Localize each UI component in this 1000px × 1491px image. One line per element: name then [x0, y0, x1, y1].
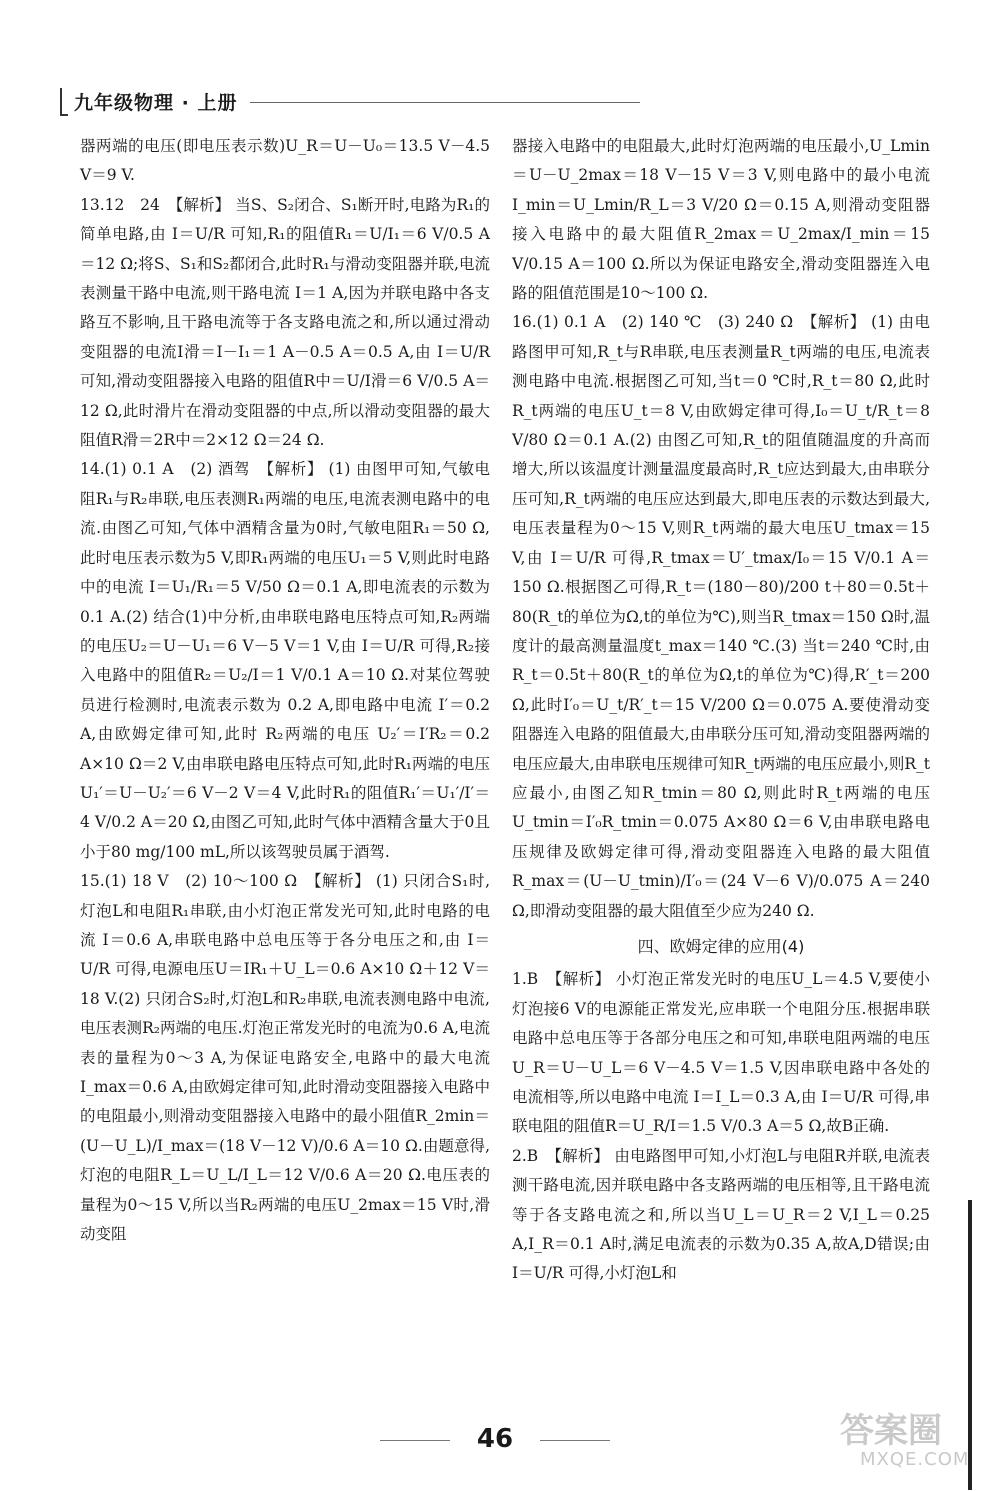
answer-16: 16.(1) 0.1 A (2) 140 ℃ (3) 240 Ω 【解析】 (1) 由电路图甲可知,R_t与R串联,电压表测量R_t两端的电压,电流表测电路中电流.根据图乙可知,当t＝0 ℃时,R_t＝80 Ω,此时R_t两端的电压U_t＝8 V,由欧姆定律可得,I₀＝U_t/R_t＝8 V/80 Ω＝0.1 A.(2) 由图乙可知,R_t的阻值随温度的升高而增大,所以该温度计测量温度最高时,R_t应达到最大,由串联分压可知,R_t两端的电压应达到最大,即电压表的示数达到最大,电压表量程为0～15 V,则R_t两端的最大电压U_tmax＝15 V,由 I＝U/R 可得,R_tmax＝U′_tmax/I₀＝15 V/0.1 A＝150 Ω.根据图乙可得,R_t＝(180－80)/200 t＋80＝0.5t＋80(R_t的单位为Ω,t的单位为℃),则当R_tmax＝150 Ω时,温度计的最高测量温度t_max＝140 ℃.(3) 当t＝240 ℃时,由R_t＝0.5t＋80(R_t的单位为Ω,t的单位为℃)得,R′_t＝200 Ω,此时I′₀＝U_t/R′_t＝15 V/200 Ω＝0.075 A.要使滑动变阻器连入电路的阻值最大,由串联分压可知,滑动变阻器两端的电压应最大,由串联电压规律可知R_t两端的电压应最小,则R_t应最小,由图乙知R_tmin＝80 Ω,则此时R_t两端的电压U_tmin＝I′₀R_tmin＝0.075 A×80 Ω＝6 V,由串联电路电压规律及欧姆定律可得,滑动变阻器连入电路的最大阻值R_max＝(U－U_tmin)/I′₀＝(24 V－6 V)/0.075 A＝240 Ω,即滑动变阻器的最大阻值至少应为240 Ω.: [512, 313, 930, 920]
watermark: [820, 1403, 980, 1473]
left-column: [80, 132, 490, 1249]
right-column: [512, 132, 930, 1289]
watermark-logo: 答案圈: [840, 1411, 942, 1451]
watermark-url: MXQE.COM: [860, 1449, 970, 1470]
page-number: 46: [476, 1424, 514, 1454]
answer-paragraph: 器两端的电压(即电压表示数)U_R＝U－U₀＝13.5 V－4.5 V＝9 V.: [80, 137, 490, 185]
header-bracket: [60, 88, 68, 116]
answer-13: 13.12 24 【解析】 当S、S₂闭合、S₁断开时,电路为R₁的简单电路,由 I＝U/R 可知,R₁的阻值R₁＝U/I₁＝6 V/0.5 A＝12 Ω;将S、S₁和S₂都闭合,此时R₁与滑动变阻器并联,电流表测量干路中电流,则干路电流 I＝1 A,因为并联电路中各支路互不影响,且干路电流等于各支路电流之和,所以通过滑动变阻器的电流I滑＝I－I₁＝1 A－0.5 A＝0.5 A,由 I＝U/R 可知,滑动变阻器接入电路的阻值R中＝U/I滑＝6 V/0.5 A＝12 Ω,此时滑片在滑动变阻器的中点,所以滑动变阻器的最大阻值R滑＝2R中＝2×12 Ω＝24 Ω.: [80, 195, 490, 450]
footer-rule-right: [540, 1440, 610, 1441]
answer-14: 14.(1) 0.1 A (2) 酒驾 【解析】 (1) 由图甲可知,气敏电阻R₁与R₂串联,电压表测R₁两端的电压,电流表测电路中的电流.由图乙可知,气体中酒精含量为0时,气敏电阻R₁＝50 Ω,此时电压表示数为5 V,即R₁两端的电压U₁＝5 V,则此时电路中的电流 I＝U₁/R₁＝5 V/50 Ω＝0.1 A,即电流表的示数为0.1 A.(2) 结合(1)中分析,由串联电路电压特点可知,R₂两端的电压U₂＝U－U₁＝6 V－5 V＝1 V,由 I＝U/R 可得,R₂接入电路中的阻值R₂＝U₂/I＝1 V/0.1 A＝10 Ω.对某位驾驶员进行检测时,电流表示数为 0.2 A,即电路中电流 I′＝0.2 A,由欧姆定律可知,此时 R₂两端的电压 U₂′＝I′R₂＝0.2 A×10 Ω＝2 V,由串联电路电压特点可知,此时R₁两端的电压U₁′＝U－U₂′＝6 V－2 V＝4 V,此时R₁的阻值R₁′＝U₁′/I′＝4 V/0.2 A＝20 Ω,由图乙可知,此时气体中酒精含量大于0且小于80 mg/100 mL,所以该驾驶员属于酒驾.: [80, 460, 490, 861]
page-footer: [380, 1420, 610, 1460]
page-header: [60, 86, 640, 116]
section-title: 四、欧姆定律的应用(4): [637, 936, 805, 956]
header-title: 九年级物理 · 上册: [74, 92, 238, 114]
header-rule: [250, 102, 640, 103]
answer-15: 15.(1) 18 V (2) 10～100 Ω 【解析】 (1) 只闭合S₁时,灯泡L和电阻R₁串联,由小灯泡正常发光可知,此时电路的电流 I＝0.6 A,串联电路中总电压等于各分电压之和,由 I＝U/R 可得,电源电压U＝IR₁＋U_L＝0.6 A×10 Ω＋12 V＝18 V.(2) 只闭合S₂时,灯泡L和R₂串联,电流表测电路中电流,电压表测R₂两端的电压.灯泡正常发光时的电流为0.6 A,电流表的量程为0～3 A,为保证电路安全,电路中的最大电流 I_max＝0.6 A,由欧姆定律可知,此时滑动变阻器接入电路中的电阻最小,则滑动变阻器接入电路中的最小阻值R_2min＝(U－U_L)/I_max＝(18 V－12 V)/0.6 A＝10 Ω.由题意得,灯泡的电阻R_L＝U_L/I_L＝12 V/0.6 A＝20 Ω.电压表的量程为0～15 V,所以当R₂两端的电压U_2max＝15 V时,滑动变阻: [80, 872, 490, 1244]
answer-2: 2.B 【解析】 由电路图甲可知,小灯泡L与电阻R并联,电流表测干路电流,因并联电路中各支路两端的电压相等,且干路电流等于各支路电流之和,所以当U_L＝U_R＝2 V,I_L＝0.25 A,I_R＝0.1 A时,满足电流表的示数为0.35 A,故A,D错误;由 I＝U/R 可得,小灯泡L和: [512, 1146, 930, 1283]
answer-1: 1.B 【解析】 小灯泡正常发光时的电压U_L＝4.5 V,要使小灯泡接6 V的电源能正常发光,应串联一个电阻分压.根据串联电路中总电压等于各部分电压之和可知,串联电阻两端的电压U_R＝U－U_L＝6 V－4.5 V＝1.5 V,因串联电路中各处的电流相等,所以电路中电流 I＝I_L＝0.3 A,由 I＝U/R 可得,串联电阻的阻值R＝U_R/I＝1.5 V/0.3 A＝5 Ω,故B正确.: [512, 970, 930, 1136]
answer-15-continued: 器接入电路中的电阻最大,此时灯泡两端的电压最小,U_Lmin＝U－U_2max＝18 V－15 V＝3 V,则电路中的最小电流 I_min＝U_Lmin/R_L＝3 V/20 Ω＝0.15 A,则滑动变阻器接入电路中的最大阻值R_2max＝U_2max/I_min＝15 V/0.15 A＝100 Ω.所以为保证电路安全,滑动变阻器连入电路的阻值范围是10～100 Ω.: [512, 137, 930, 303]
